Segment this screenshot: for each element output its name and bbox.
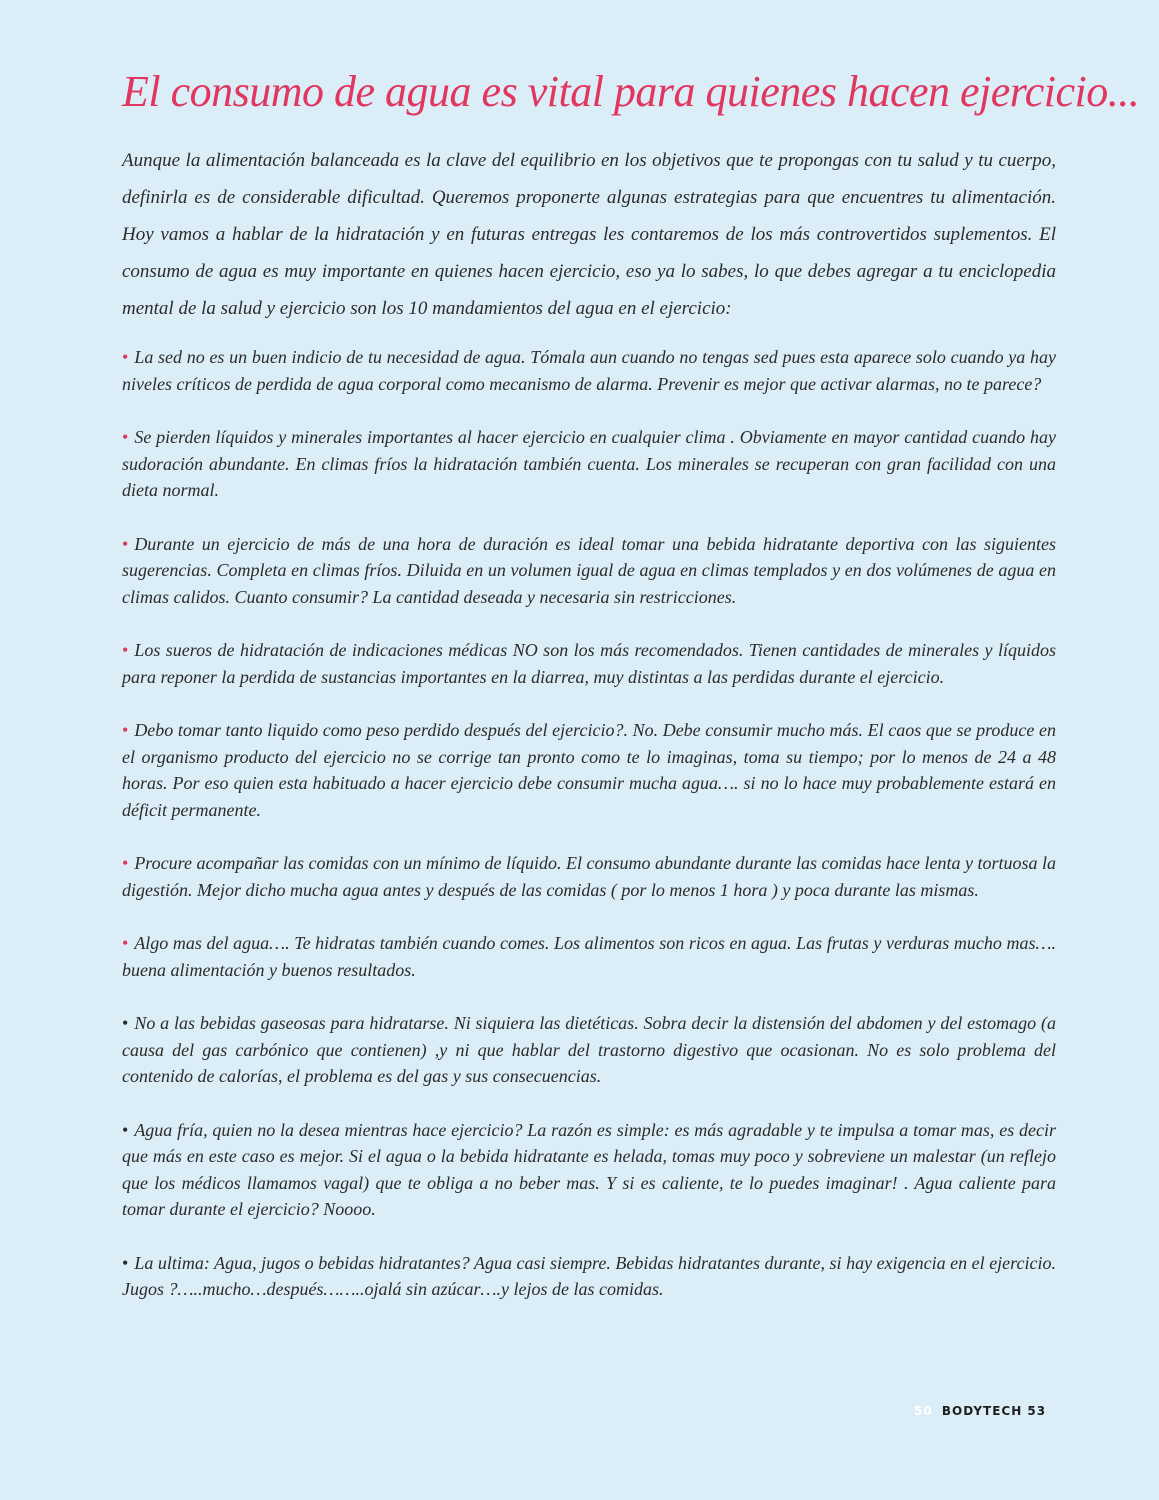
list-item-text: Los sueros de hidratación de indicaciones médicas NO son los más recomendados. Tienen cantidades de minerales y líquidos para reponer la perdida de sustancias importantes en la diarrea, muy distintas a las perdidas durante el ejercicio. xyxy=(122,640,1056,687)
bullet-icon: • xyxy=(122,1252,129,1273)
list-item-text: Algo mas del agua…. Te hidratas también cuando comes. Los alimentos son ricos en agua. Las frutas y verduras mucho mas…. buena alimentación y buenos resultados. xyxy=(122,933,1056,980)
list-item xyxy=(122,1250,1056,1303)
list-item-text: Agua fría, quien no la desea mientras hace ejercicio? La razón es simple: es más agradable y te impulsa a tomar mas, es decir que más en este caso es mejor. Si el agua o la bebida hidratante es helada, tomas muy poco y sobreviene un malestar (un reflejo que los médicos llamamos vagal) que te obliga a no beber mas. Y si es caliente, te lo puedes imaginar! . Agua caliente para tomar durante el ejercicio? Noooo. xyxy=(122,1119,1056,1219)
bullet-icon: • xyxy=(122,640,129,660)
list-item xyxy=(122,1010,1056,1090)
bullet-icon: • xyxy=(122,1119,129,1140)
list-item-text: La ultima: Agua, jugos o bebidas hidratantes? Agua casi siempre. Bebidas hidratantes durante, si hay exigencia en el ejercicio. Jugos ?…..mucho…después……..ojalá sin azúcar….y lejos de las comidas. xyxy=(122,1252,1056,1299)
list-item xyxy=(122,424,1056,504)
list-item xyxy=(122,717,1056,823)
list-item xyxy=(122,344,1056,397)
list-item xyxy=(122,531,1056,611)
article-title: El consumo de agua es vital para quienes hacen ejercicio... xyxy=(122,67,1140,116)
bullet-icon: • xyxy=(122,1013,129,1033)
bullet-icon: • xyxy=(122,427,129,447)
list-item xyxy=(122,850,1056,903)
bullet-icon: • xyxy=(122,853,129,873)
list-item-text: Debo tomar tanto liquido como peso perdido después del ejercicio?. No. Debe consumir mucho más. El caos que se produce en el organismo producto del ejercicio no se corrige tan pronto como te lo imaginas, toma su tiempo; por lo menos de 24 a 48 horas. Por eso quien esta habituado a hacer ejercicio debe consumir mucha agua…. si no lo hace muy probablemente estará en déficit permanente. xyxy=(122,720,1056,820)
list-item xyxy=(122,1117,1056,1223)
bullet-icon: • xyxy=(122,533,129,554)
magazine-brand: BODYTECH 53 xyxy=(941,1404,1047,1418)
list-item-text: No a las bebidas gaseosas para hidratarse. Ni siquiera las dietéticas. Sobra decir la distensión del abdomen y del estomago (a causa del gas carbónico que contienen) ,y ni que hablar del trastorno digestivo que ocasionan. No es solo problema del contenido de calorías, el problema es del gas y sus consecuencias. xyxy=(122,1013,1056,1086)
issue-number: 50 xyxy=(914,1404,933,1418)
page-footer xyxy=(914,1404,1046,1418)
list-item xyxy=(122,637,1056,690)
list-item-text: Se pierden líquidos y minerales importantes al hacer ejercicio en cualquier clima . Obviamente en mayor cantidad cuando hay sudoración abundante. En climas fríos la hidratación también cuenta. Los minerales se recuperan con gran facilidad con una dieta normal. xyxy=(122,427,1056,500)
list-item xyxy=(122,930,1056,983)
commandments-list xyxy=(122,344,1056,1330)
list-item-text: La sed no es un buen indicio de tu necesidad de agua. Tómala aun cuando no tengas sed pues esta aparece solo cuando ya hay niveles críticos de perdida de agua corporal como mecanismo de alarma. Prevenir es mejor que activar alarmas, no te parece? xyxy=(122,347,1056,394)
bullet-icon: • xyxy=(122,347,129,367)
bullet-icon: • xyxy=(122,933,129,953)
bullet-icon: • xyxy=(122,720,129,740)
article-intro: Aunque la alimentación balanceada es la clave del equilibrio en los objetivos que te propongas con tu salud y tu cuerpo, definirla es de considerable dificultad. Queremos proponerte algunas estrategias para que encuentres tu alimentación. Hoy vamos a hablar de la hidratación y en futuras entregas les contaremos de los más controvertidos suplementos. El consumo de agua es muy importante en quienes hacen ejercicio, eso ya lo sabes, lo que debes agregar a tu enciclopedia mental de la salud y ejercicio son los 10 mandamientos del agua en el ejercicio: xyxy=(122,150,1056,319)
list-item-text: Durante un ejercicio de más de una hora de duración es ideal tomar una bebida hidratante deportiva con las siguientes sugerencias. Completa en climas fríos. Diluida en un volumen igual de agua en climas templados y en dos volúmenes de agua en climas calidos. Cuanto consumir? La cantidad deseada y necesaria sin restricciones. xyxy=(122,533,1056,607)
list-item-text: Procure acompañar las comidas con un mínimo de líquido. El consumo abundante durante las comidas hace lenta y tortuosa la digestión. Mejor dicho mucha agua antes y después de las comidas ( por lo menos 1 hora ) y poca durante las mismas. xyxy=(122,853,1056,900)
